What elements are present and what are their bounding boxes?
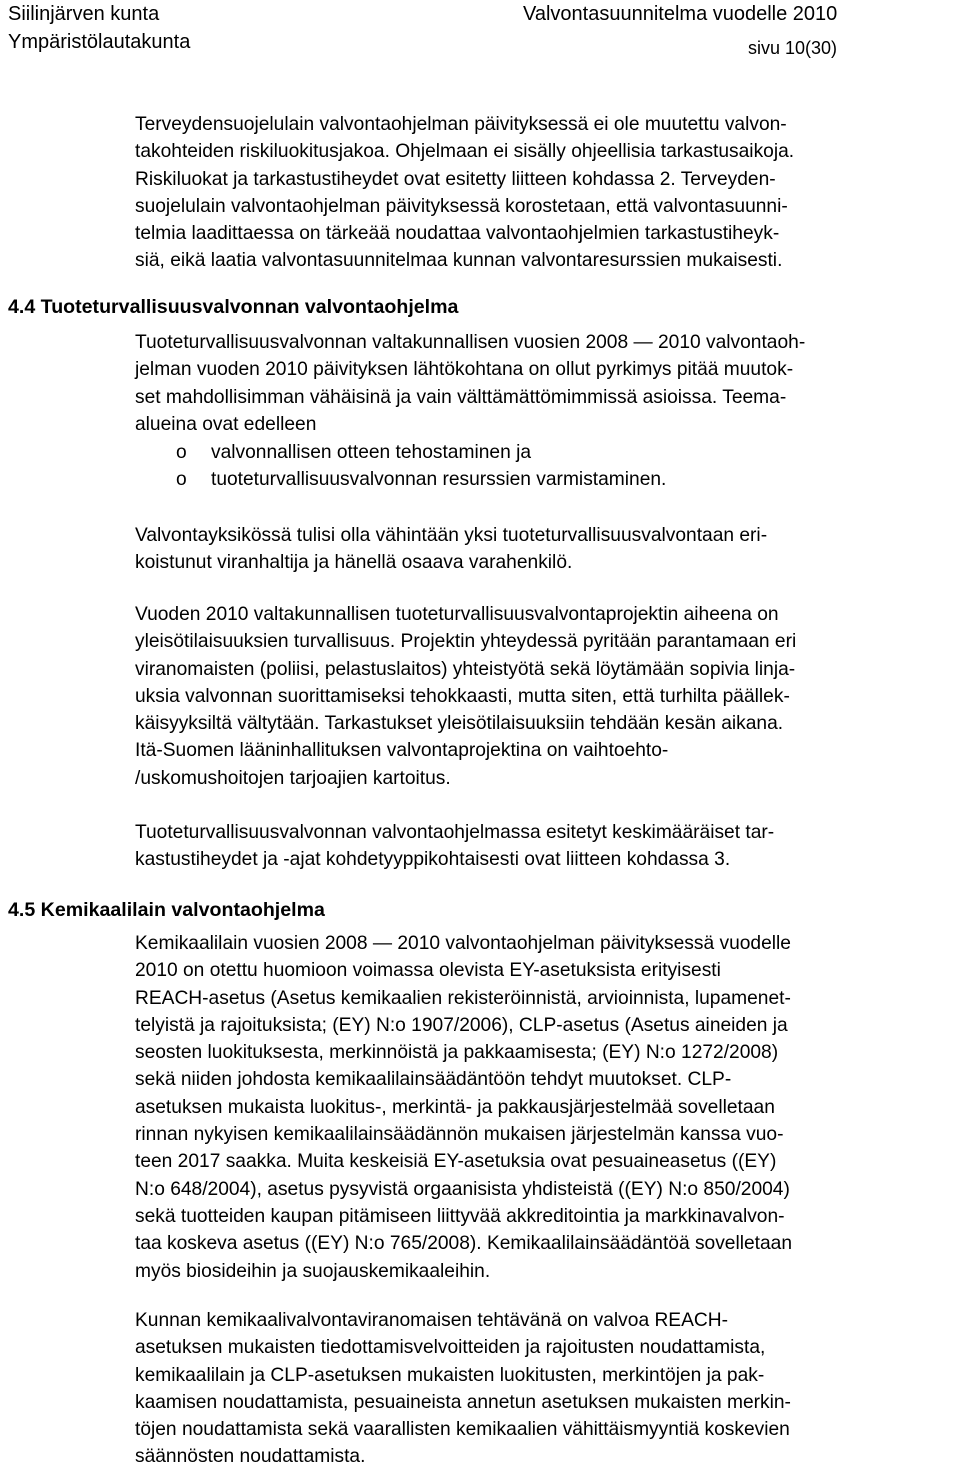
text-line: takohteiden riskiluokitusjakoa. Ohjelmaan ei sisälly ohjeellisia tarkastusaikoja. bbox=[135, 141, 795, 163]
text-line: sekä tuotteiden kaupan pitämiseen liittyvää akkreditointia ja markkinavalvon- bbox=[135, 1205, 785, 1227]
text-line: /uskomushoitojen tarjoajien kartoitus. bbox=[135, 767, 451, 789]
text-line: Kemikaalilain vuosien 2008 — 2010 valvontaohjelman päivityksessä vuodelle bbox=[135, 933, 791, 954]
text-line: telmia laadittaessa on tärkeää noudattaa valvontaohjelmien tarkastustiheyk- bbox=[135, 223, 780, 245]
bullet-marker: o bbox=[176, 442, 187, 463]
text-line: teen 2017 saakka. Muita keskeisiä EY-asetuksia ovat pesuaineasetus ((EY) bbox=[135, 1151, 777, 1173]
bullet-marker: o bbox=[176, 469, 187, 490]
bullet-text: valvonnallisen otteen tehostaminen ja bbox=[211, 442, 532, 463]
section-4-4-paragraph-1 bbox=[135, 329, 805, 438]
section-4-5-paragraph-2 bbox=[135, 1307, 791, 1471]
section-4-5-heading: 4.5 Kemikaalilain valvontaohjelma bbox=[8, 899, 325, 921]
text-line: yleisötilaisuuksien turvallisuus. Projektin yhteydessä pyritään parantamaan eri bbox=[135, 631, 797, 653]
text-line: Tuoteturvallisuusvalvonnan valtakunnallisen vuosien 2008 — 2010 valvontaoh- bbox=[135, 332, 806, 353]
text-line: suojelulain valvontaohjelman päivityksessä korostetaan, että valvontasuunni- bbox=[135, 195, 788, 217]
text-line: asetuksen mukaisten tiedottamisvelvoitteiden ja rajoitusten noudattamista, bbox=[135, 1337, 766, 1359]
section-4-4-heading: 4.4 Tuoteturvallisuusvalvonnan valvontaohjelma bbox=[8, 296, 459, 318]
text-line: REACH-asetus (Asetus kemikaalien rekisteröinnistä, arvioinnista, lupamenet- bbox=[135, 987, 791, 1009]
section-4-4-paragraph-2 bbox=[135, 522, 767, 577]
section-4-5-paragraph-1 bbox=[135, 930, 792, 1285]
text-line: 2010 on otettu huomioon voimassa olevista EY-asetuksista erityisesti bbox=[135, 960, 721, 982]
section-4-4-paragraph-4 bbox=[135, 819, 774, 874]
section-4-4-paragraph-3 bbox=[135, 601, 796, 792]
text-line: Valvontayksikössä tulisi olla vähintään yksi tuoteturvallisuusvalvontaan eri- bbox=[135, 525, 768, 546]
text-line: myös biosideihin ja suojauskemikaaleihin. bbox=[135, 1260, 491, 1282]
text-line: kaamisen noudattamista, pesuaineista annetun asetuksen mukaisten merkin- bbox=[135, 1391, 791, 1413]
text-line: seosten luokituksesta, merkinnöistä ja pakkaamisesta; (EY) N:o 1272/2008) bbox=[135, 1042, 779, 1064]
text-line: Itä-Suomen lääninhallituksen valvontaprojektina on vaihtoehto- bbox=[135, 740, 669, 762]
text-line: N:o 648/2004), asetus pysyvistä orgaanisista yhdisteistä ((EY) N:o 850/2004) bbox=[135, 1178, 790, 1200]
text-line: kastustiheydet ja -ajat kohdetyyppikohtaisesti ovat liitteen kohdassa 3. bbox=[135, 849, 731, 871]
page-number: sivu 10(30) bbox=[748, 38, 838, 58]
text-line: sekä niiden johdosta kemikaalilainsäädäntöön tehdyt muutokset. CLP- bbox=[135, 1069, 732, 1091]
text-line: alueina ovat edelleen bbox=[135, 413, 317, 435]
text-line: viranomaisten (poliisi, pelastuslaitos) yhteistyötä sekä löytämään sopivia linja- bbox=[135, 658, 796, 680]
text-line: Riskiluokat ja tarkastustiheydet ovat esitetty liitteen kohdassa 2. Terveyden- bbox=[135, 168, 776, 190]
text-line: rinnan nykyisen kemikaalilainsäädännön mukaisen järjestelmän kanssa vuo- bbox=[135, 1124, 784, 1146]
text-line: uksia valvonnan suorittamiseksi tehokkaasti, mutta siten, että turhilta päällek- bbox=[135, 685, 790, 707]
text-line: Tuoteturvallisuusvalvonnan valvontaohjelmassa esitetyt keskimääräiset tar- bbox=[135, 822, 775, 843]
text-line: set mahdollisimman vähäisinä ja vain välttämättömimmissä asioissa. Teema- bbox=[135, 386, 787, 408]
text-line: Terveydensuojelulain valvontaohjelman päivityksessä ei ole muutettu valvon- bbox=[135, 114, 787, 135]
text-line: käisyyksiltä vältytään. Tarkastukset yleisötilaisuuksiin tehdään kesän aikana. bbox=[135, 713, 784, 735]
board-name: Ympäristölautakunta bbox=[8, 31, 191, 53]
text-line: säännösten noudattamista. bbox=[135, 1446, 366, 1468]
bullet-text: tuoteturvallisuusvalvonnan resurssien varmistaminen. bbox=[211, 469, 667, 490]
text-line: Vuoden 2010 valtakunnallisen tuoteturvallisuusvalvontaprojektin aiheena on bbox=[135, 604, 779, 625]
municipality-name: Siilinjärven kunta bbox=[8, 3, 160, 25]
text-line: töjen noudattamista sekä vaarallisten kemikaalien vähittäismyyntiä koskevien bbox=[135, 1419, 790, 1441]
text-line: asetuksen mukaista luokitus-, merkintä- ja pakkausjärjestelmää sovelletaan bbox=[135, 1096, 775, 1118]
text-line: taa koskeva asetus ((EY) N:o 765/2008). Kemikaalilainsäädäntöä sovelletaan bbox=[135, 1233, 793, 1255]
text-line: Kunnan kemikaalivalvontaviranomaisen tehtävänä on valvoa REACH- bbox=[135, 1310, 729, 1331]
text-line: kemikaalilain ja CLP-asetuksen mukaisten luokitusten, merkintöjen ja pak- bbox=[135, 1364, 765, 1386]
text-line: koistunut viranhaltija ja hänellä osaava varahenkilö. bbox=[135, 552, 573, 574]
text-line: telyistä ja rajoituksista; (EY) N:o 1907/2006), CLP-asetus (Asetus aineiden ja bbox=[135, 1014, 788, 1036]
document-title: Valvontasuunnitelma vuodelle 2010 bbox=[523, 3, 838, 25]
text-line: siä, eikä laatia valvontasuunnitelmaa kunnan valvontaresurssien mukaisesti. bbox=[135, 250, 783, 272]
intro-paragraph bbox=[135, 111, 794, 275]
page-header bbox=[0, 0, 960, 80]
text-line: jelman vuoden 2010 päivityksen lähtökohtana on ollut pyrkimys pitää muutok- bbox=[135, 359, 794, 381]
